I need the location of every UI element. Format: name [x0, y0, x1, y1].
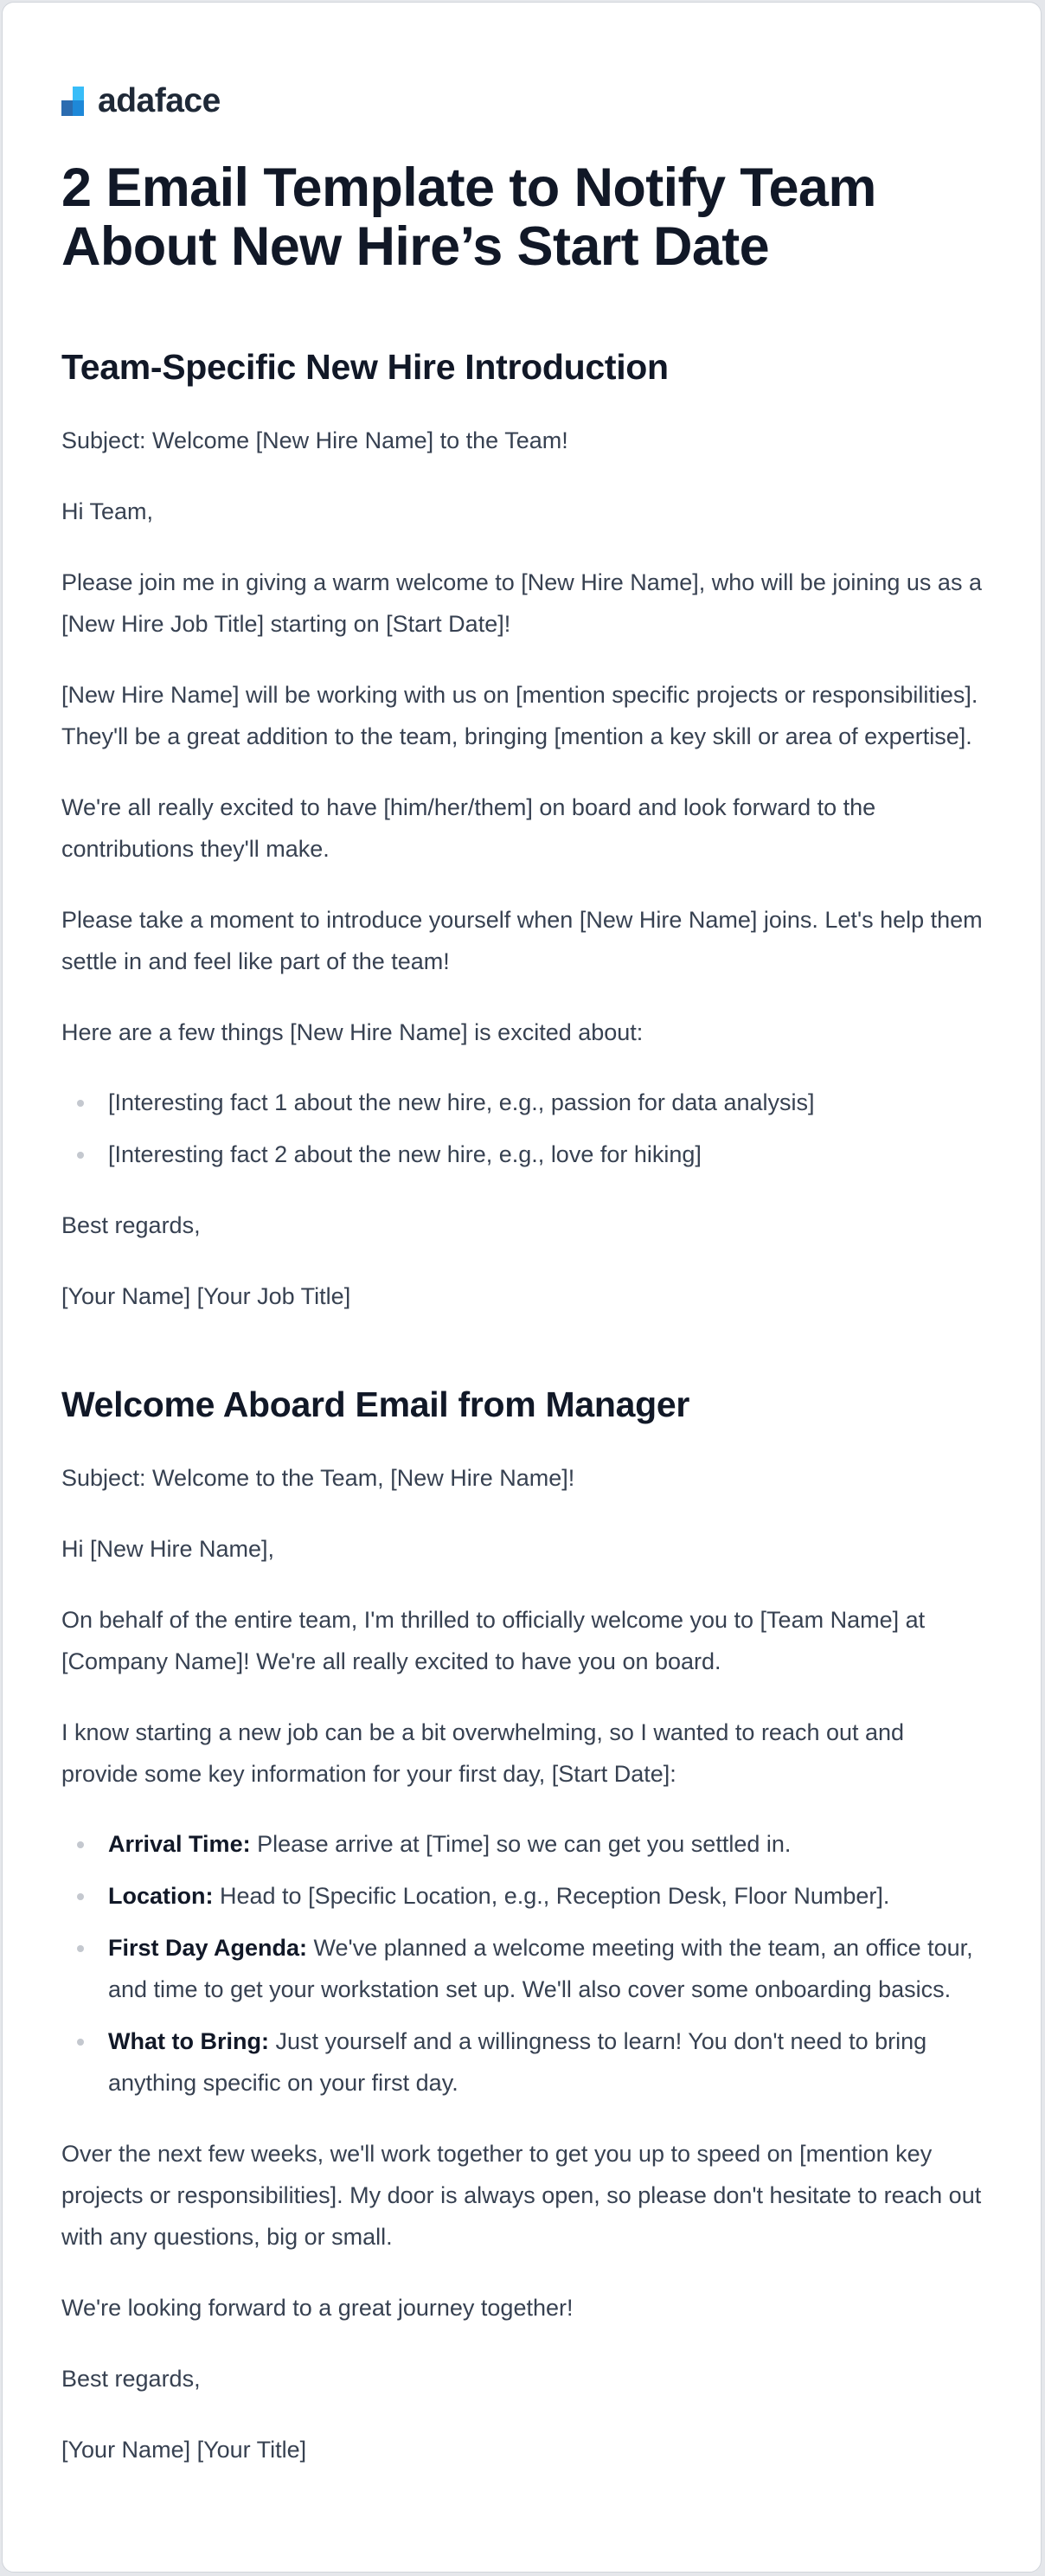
email-paragraph: Here are a few things [New Hire Name] is excited about: [61, 1019, 644, 1045]
email-subject: Subject: Welcome [New Hire Name] to the Team! [61, 427, 568, 453]
email-closing: Best regards, [61, 1212, 201, 1238]
list-item-label: First Day Agenda: [108, 1935, 308, 1961]
email-paragraph: I know starting a new job can be a bit overwhelming, so I wanted to reach out and provide some key information for your first day, [Start Date]: [61, 1719, 905, 1787]
email-paragraph: We're all really excited to have [him/her/them] on board and look forward to the contributions they'll make. [61, 794, 876, 862]
list-item-label: Location: [108, 1883, 214, 1909]
document-content [61, 77, 987, 2470]
bullet-list [61, 1823, 987, 2104]
list-item: [Interesting fact 2 about the new hire, e.g., love for hiking] [61, 1134, 987, 1175]
email-paragraph: Please join me in giving a warm welcome to [New Hire Name], who will be joining us as a [New Hire Job Title] starting on [Start Date]! [61, 569, 982, 637]
brand-logo[interactable] [61, 77, 987, 125]
page-title: 2 Email Template to Notify Team About New Hire’s Start Date [61, 157, 876, 277]
list-item [61, 1823, 987, 1865]
template-section-team-introduction [61, 345, 987, 1317]
list-item [61, 2020, 987, 2104]
email-signature: [Your Name] [Your Title] [61, 2437, 307, 2463]
bullet-list [61, 1082, 987, 1175]
list-item: [Interesting fact 1 about the new hire, e.g., passion for data analysis] [61, 1082, 987, 1123]
list-item-text: Please arrive at [Time] so we can get you settled in. [250, 1831, 792, 1857]
list-item [61, 1875, 987, 1917]
email-greeting: Hi Team, [61, 498, 154, 524]
adaface-logo-icon [61, 87, 91, 116]
section-title: Team-Specific New Hire Introduction [61, 347, 669, 387]
email-paragraph: On behalf of the entire team, I'm thrilled to officially welcome you to [Team Name] at [Company Name]! We're all really excited to have you on board. [61, 1607, 926, 1674]
email-paragraph: [New Hire Name] will be working with us on [mention specific projects or responsibilities]. They'll be a great addition to the team, bringing [mention a key skill or area of expertise]. [61, 682, 978, 749]
brand-name: adaface [98, 82, 221, 119]
email-signature: [Your Name] [Your Job Title] [61, 1283, 351, 1309]
email-greeting: Hi [New Hire Name], [61, 1536, 275, 1562]
list-item-label: What to Bring: [108, 2028, 269, 2054]
email-paragraph: Over the next few weeks, we'll work together to get you up to speed on [mention key projects or responsibilities]. My door is always open, so please don't hesitate to reach out with any questions, big or small. [61, 2141, 982, 2250]
email-subject: Subject: Welcome to the Team, [New Hire Name]! [61, 1465, 575, 1491]
list-item-text: Head to [Specific Location, e.g., Reception Desk, Floor Number]. [213, 1883, 890, 1909]
email-paragraph: Please take a moment to introduce yourself when [New Hire Name] joins. Let's help them settle in and feel like part of the team! [61, 907, 983, 974]
document-card [2, 2, 1042, 2573]
email-closing: Best regards, [61, 2366, 201, 2392]
template-section-manager-welcome [61, 1383, 987, 2470]
list-item-text: We've planned a welcome meeting with the team, an office tour, and time to get your workstation set up. We'll also cover some onboarding basics. [108, 1935, 973, 2002]
list-item-text: Just yourself and a willingness to learn! You don't need to bring anything specific on your first day. [108, 2028, 927, 2096]
section-title: Welcome Aboard Email from Manager [61, 1384, 689, 1424]
list-item [61, 1927, 987, 2010]
list-item-label: Arrival Time: [108, 1831, 251, 1857]
email-paragraph: We're looking forward to a great journey together! [61, 2295, 574, 2321]
